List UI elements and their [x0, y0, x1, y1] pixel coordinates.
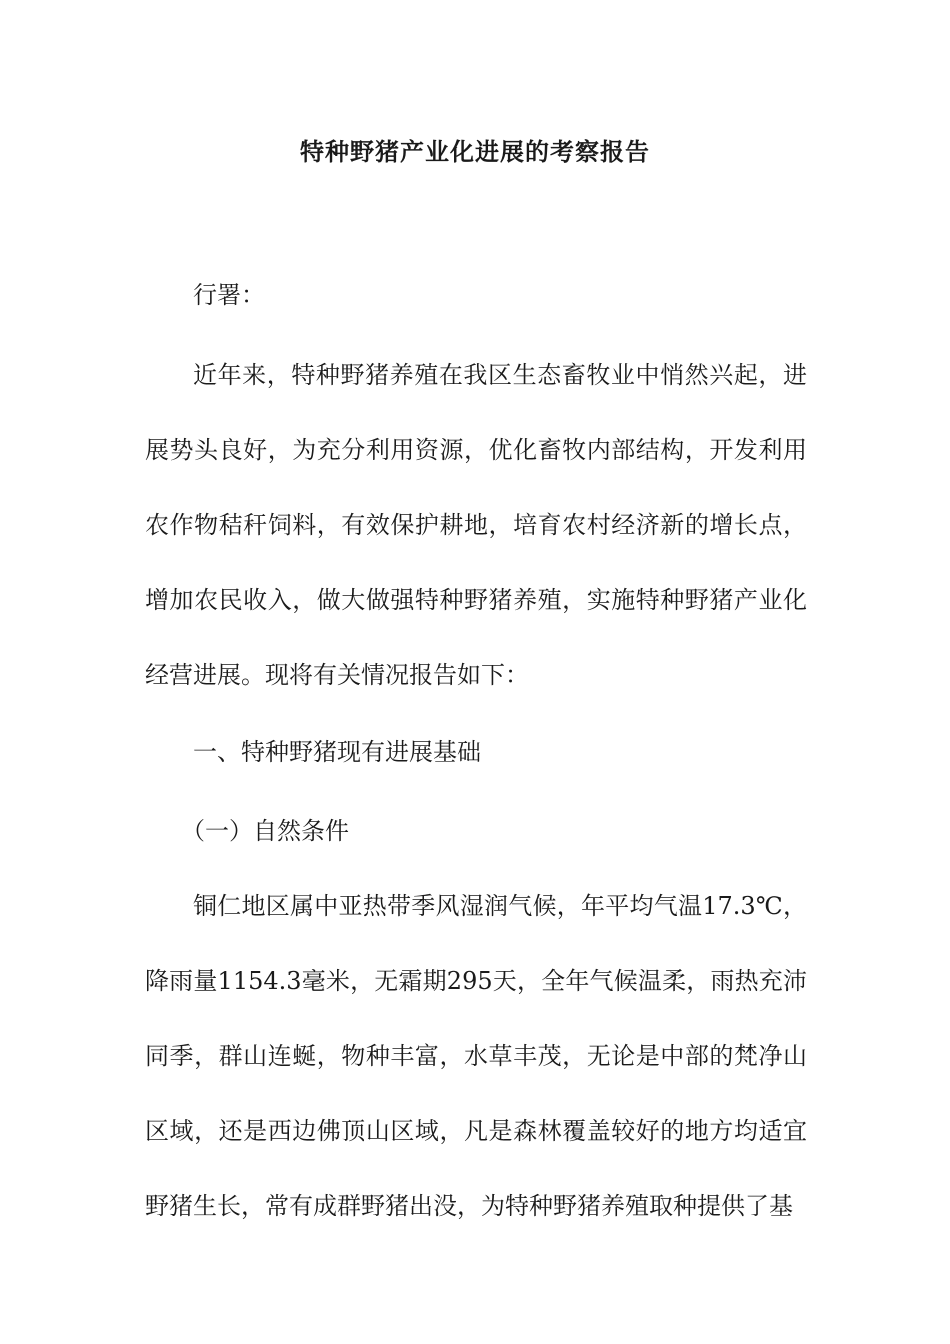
intro-paragraph: 近年来，特种野猪养殖在我区生态畜牧业中悄然兴起，进展势头良好，为充分利用资源，优化畜牧内部结构，开发利用农作物秸秆饲料，有效保护耕地，培育农村经济新的增长点，增加农民收入，做大做强特种野猪养殖，实施特种野猪产业化经营进展。现将有关情况报告如下： [145, 361, 807, 689]
document-body [145, 258, 807, 1244]
subsection-paragraph: 铜仁地区属中亚热带季风湿润气候，年平均气温17.3℃，降雨量1154.3毫米，无霜期295天，全年气候温柔，雨热充沛同季，群山连蜒，物种丰富，水草丰茂，无论是中部的梵净山区域，还是西边佛顶山区域，凡是森林覆盖较好的地方均适宜野猪生长，常有成群野猪出没，为特种野猪养殖取种提供了基 [145, 892, 807, 1220]
section-heading: 一、特种野猪现有进展基础 [193, 738, 481, 766]
salutation: 行署： [193, 281, 265, 309]
document-title: 特种野猪产业化进展的考察报告 [300, 137, 650, 166]
subsection-heading: （一）自然条件 [181, 817, 349, 845]
